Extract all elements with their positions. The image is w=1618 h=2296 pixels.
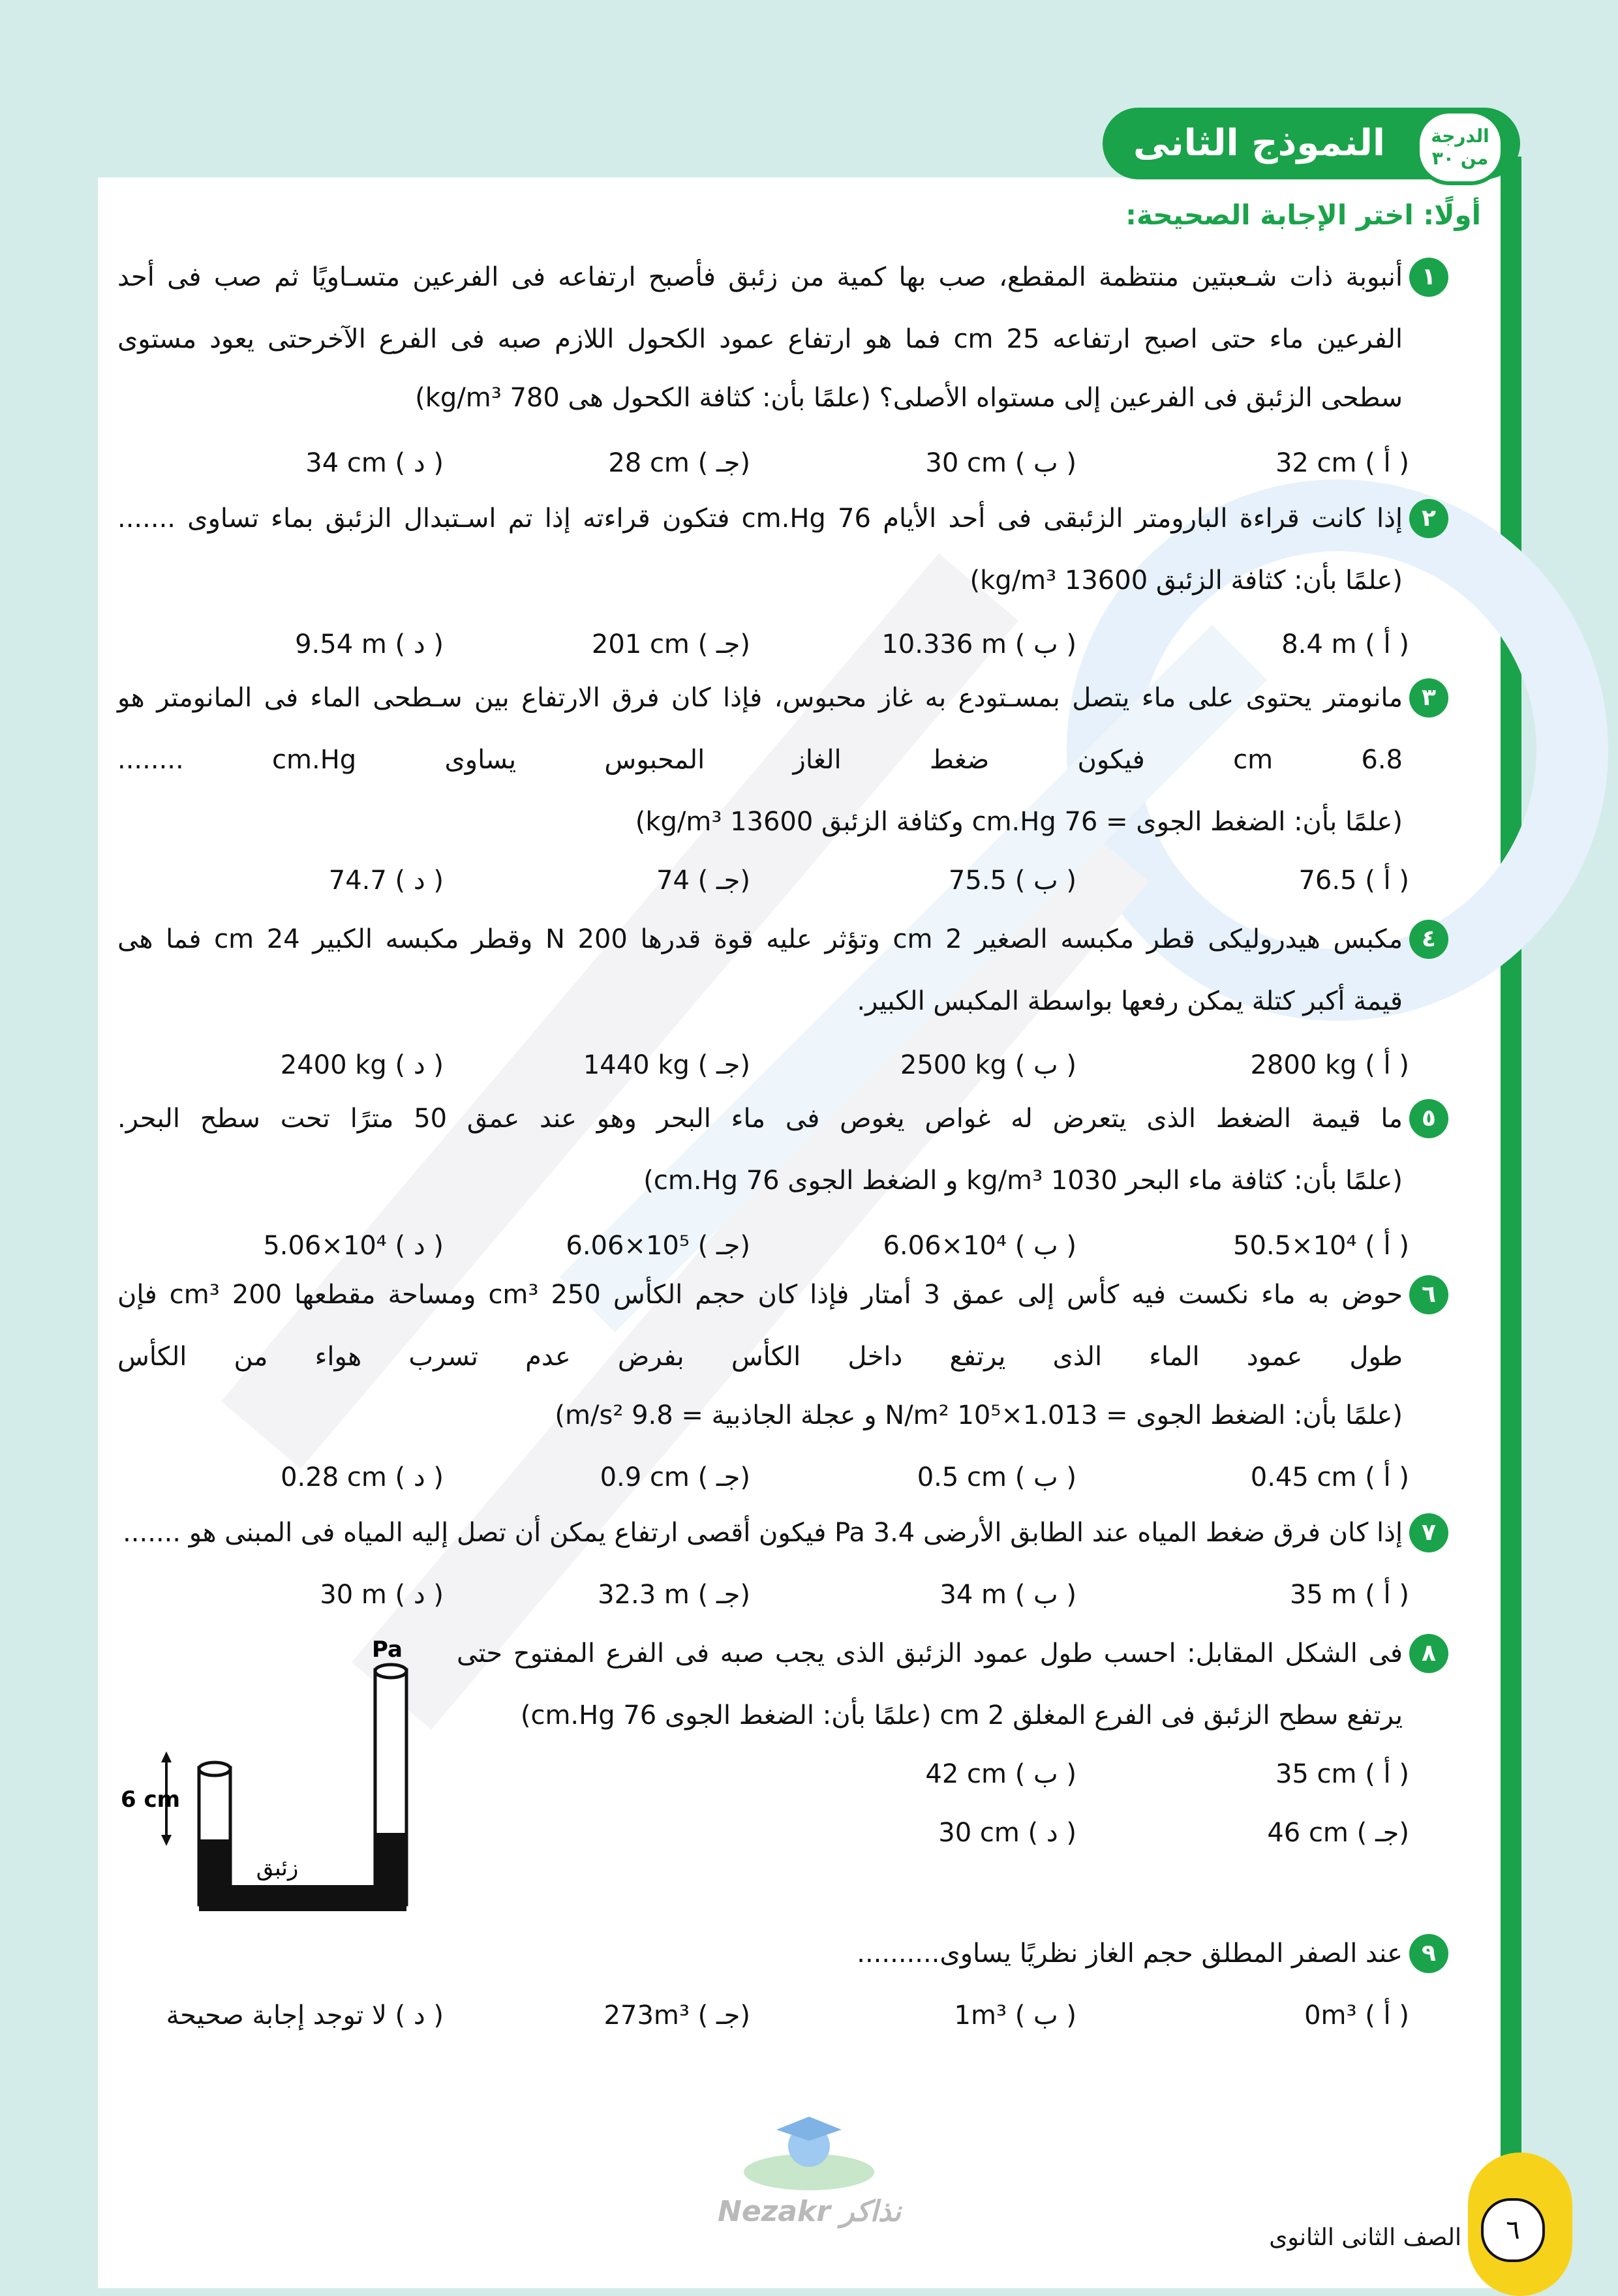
- answer-option[interactable]: [1290, 1575, 1409, 1614]
- mercury-fill: [199, 1833, 406, 1911]
- option-letter: ( أ ): [1365, 1759, 1409, 1789]
- option-value: 32 cm: [1275, 448, 1357, 478]
- option-letter: (جـ ): [1356, 1818, 1409, 1848]
- answer-option[interactable]: [600, 1458, 750, 1497]
- question-text-line: إذا كانت قراءة البارومتر الزئبقى فى أحد الأيام 76 cm.Hg فتكون قراءته إذا تم اسـتبدال الزئبق بماء تساوى .......: [117, 504, 1403, 534]
- question-text-line: (علمًا بأن: الضغط الجوى = 1.013×10⁵ N/m² و عجلة الجاذبية = 9.8 m/s²): [555, 1400, 1403, 1430]
- option-letter: (جـ ): [697, 1462, 750, 1492]
- question-text-line: حوض به ماء نكست فيه كأس إلى عمق 3 أمتار فإذا كان حجم الكأس 250 cm³ ومساحة مقطعها 200 cm³ فإن: [117, 1280, 1403, 1310]
- answer-option[interactable]: [281, 1046, 444, 1085]
- question-text-line: طول عمود الماء الذى يرتفع داخل الكأس بفرض عدم تسرب هواء من الكأس: [117, 1342, 1403, 1372]
- answer-option[interactable]: [900, 1046, 1076, 1085]
- option-letter: ( ب ): [1015, 1231, 1076, 1261]
- answer-option[interactable]: [1267, 1813, 1409, 1852]
- answer-option[interactable]: [166, 1996, 444, 2035]
- question-number: ٩: [1409, 1934, 1448, 1973]
- question-text-line: 6.8 cm فيكون ضغط الغاز المحبوس يساوى cm.Hg ........: [117, 745, 1403, 775]
- logo-text: Nezakr نذاكر: [718, 2195, 902, 2228]
- answer-option[interactable]: [1281, 625, 1409, 664]
- option-letter: ( ب ): [1015, 1050, 1076, 1080]
- question-number: ٦: [1409, 1275, 1448, 1314]
- question-text-line: قيمة أكبر كتلة يمكن رفعها بواسطة المكبس الكبير.: [857, 986, 1403, 1016]
- option-value: 76.5: [1298, 866, 1357, 896]
- u-tube-diagram: [111, 1624, 418, 1924]
- option-letter: ( أ ): [1365, 629, 1409, 659]
- question-number: ٥: [1409, 1099, 1448, 1138]
- option-value: 30 cm: [938, 1818, 1020, 1848]
- answer-option[interactable]: [954, 1996, 1076, 2035]
- option-value: 74.7: [328, 866, 387, 896]
- option-letter: ( أ ): [1365, 1580, 1409, 1610]
- option-letter: (جـ ): [697, 1580, 750, 1610]
- section-title: أولًا: اختر الإجابة الصحيحة:: [1125, 199, 1481, 231]
- answer-option[interactable]: [592, 625, 750, 664]
- answer-option[interactable]: [305, 444, 444, 483]
- option-letter: (جـ ): [697, 2001, 750, 2031]
- option-value: 0.45 cm: [1250, 1462, 1357, 1492]
- footer-grade: الصف الثانى الثانوى: [1269, 2224, 1461, 2251]
- closed-tube-top: [199, 1762, 230, 1775]
- option-value: 32.3 m: [598, 1580, 690, 1610]
- option-letter: (جـ ): [697, 448, 750, 478]
- option-value: 0.5 cm: [917, 1462, 1007, 1492]
- option-value: 6.06×10⁴: [883, 1231, 1007, 1261]
- option-value: 74: [656, 866, 690, 896]
- page-title: النموذج الثانى: [1133, 122, 1386, 164]
- answer-option[interactable]: [566, 1226, 750, 1265]
- question-number: ١: [1409, 258, 1448, 297]
- answer-option[interactable]: [329, 861, 444, 900]
- answer-option[interactable]: [598, 1575, 750, 1614]
- option-value: 34 cm: [305, 448, 387, 478]
- answer-option[interactable]: [939, 1575, 1076, 1614]
- question-text-line: الفرعين ماء حتى اصبح ارتفاعه 25 cm فما هو ارتفاع عمود الكحول اللازم صبه فى الفرع الآخرحتى يعود مستوى: [117, 324, 1403, 354]
- question-number: ٤: [1409, 920, 1448, 959]
- option-value: 46 cm: [1267, 1818, 1349, 1848]
- option-value: 35 m: [1289, 1580, 1357, 1610]
- option-letter: ( أ ): [1365, 1231, 1409, 1261]
- option-value: 1m³: [954, 2001, 1007, 2031]
- option-value: 273m³: [603, 2001, 690, 2031]
- option-value: 10.336 m: [881, 629, 1007, 659]
- answer-option[interactable]: [583, 1046, 750, 1085]
- option-letter: (جـ ): [697, 1231, 750, 1261]
- option-letter: (جـ ): [697, 1050, 750, 1080]
- question-text-line: يرتفع سطح الزئبق فى الفرع المغلق 2 cm (علمًا بأن: الضغط الجوى 76 cm.Hg): [520, 1700, 1403, 1730]
- answer-option[interactable]: [320, 1575, 444, 1614]
- option-letter: ( ب ): [1015, 2001, 1076, 2031]
- option-value: 2400 kg: [280, 1050, 387, 1080]
- option-value: 0.9 cm: [600, 1462, 690, 1492]
- option-value: 2500 kg: [900, 1050, 1007, 1080]
- option-letter: (جـ ): [697, 866, 750, 896]
- answer-option[interactable]: [1250, 1046, 1409, 1085]
- option-letter: ( أ ): [1365, 866, 1409, 896]
- answer-option[interactable]: [608, 444, 750, 483]
- option-letter: ( أ ): [1365, 2001, 1409, 2031]
- option-value: 0.28 cm: [281, 1462, 387, 1492]
- option-letter: ( د ): [395, 2001, 444, 2031]
- option-value: لا توجد إجابة صحيحة: [166, 2001, 387, 2031]
- answer-option[interactable]: [938, 1813, 1076, 1852]
- option-letter: ( ب ): [1015, 866, 1076, 896]
- option-value: 75.5: [948, 866, 1007, 896]
- question-number: ٣: [1409, 678, 1448, 718]
- option-letter: ( د ): [395, 1050, 444, 1080]
- question-text-line: (علمًا بأن: الضغط الجوى = 76 cm.Hg وكثافة الزئبق 13600 kg/m³): [635, 807, 1403, 837]
- height-label: 6 cm: [121, 1787, 181, 1813]
- option-letter: ( ب ): [1015, 1759, 1076, 1789]
- pa-label: Pa: [372, 1637, 403, 1663]
- option-letter: ( د ): [395, 629, 444, 659]
- question-number: ٧: [1409, 1513, 1448, 1552]
- answer-option[interactable]: [1251, 1458, 1409, 1497]
- option-value: 28 cm: [608, 448, 690, 478]
- question-text-line: (علمًا بأن: كثافة ماء البحر 1030 kg/m³ و الضغط الجوى 76 cm.Hg): [643, 1166, 1403, 1196]
- option-letter: ( د ): [395, 448, 444, 478]
- question-text-line: عند الصفر المطلق حجم الغاز نظريًا يساوى..........: [857, 1939, 1403, 1969]
- option-letter: ( ب ): [1015, 1462, 1076, 1492]
- option-value: 1440 kg: [583, 1050, 690, 1080]
- answer-option[interactable]: [656, 861, 750, 900]
- option-value: 9.54 m: [295, 629, 387, 659]
- option-letter: ( د ): [395, 1231, 444, 1261]
- question-text-line: فى الشكل المقابل: احسب طول عمود الزئبق الذى يجب صبه فى الفرع المفتوح حتى: [457, 1639, 1403, 1669]
- option-value: 6.06×10⁵: [566, 1231, 690, 1261]
- option-letter: ( أ ): [1365, 448, 1409, 478]
- answer-option[interactable]: [1298, 861, 1409, 900]
- answer-option[interactable]: [925, 1755, 1076, 1794]
- answer-option[interactable]: [295, 625, 444, 664]
- answer-option[interactable]: [949, 861, 1076, 900]
- question-text-line: مكبس هيدروليكى قطر مكبسه الصغير 2 cm وتؤثر عليه قوة قدرها 200 N وقطر مكبسه الكبير 24 cm فما هى: [117, 924, 1403, 954]
- option-value: 5.06×10⁴: [263, 1231, 387, 1261]
- option-value: 30 m: [320, 1580, 387, 1610]
- option-letter: (جـ ): [697, 629, 750, 659]
- answer-option[interactable]: [263, 1226, 444, 1265]
- answer-option[interactable]: [883, 1226, 1076, 1265]
- option-value: 2800 kg: [1250, 1050, 1357, 1080]
- answer-option[interactable]: [1304, 1996, 1409, 2035]
- answer-option[interactable]: [881, 625, 1076, 664]
- question-number: ٢: [1409, 499, 1448, 538]
- answer-option[interactable]: [281, 1458, 444, 1497]
- grade-label: الدرجة: [1431, 125, 1489, 147]
- option-letter: ( ب ): [1015, 448, 1076, 478]
- option-letter: ( أ ): [1365, 1050, 1409, 1080]
- question-text-line: سطحى الزئبق فى الفرعين إلى مستواه الأصلى؟ (علمًا بأن: كثافة الكحول هى 780 kg/m³): [415, 383, 1403, 413]
- question-text-line: أنبوبة ذات شـعبتين منتظمة المقطع، صب بها كمية من زئبق فأصبح ارتفاعه فى الفرعين متسـاويًا ثم صب فى أحد: [117, 262, 1403, 292]
- option-value: 30 cm: [925, 448, 1007, 478]
- question-text-line: ما قيمة الضغط الذى يتعرض له غواص يغوص فى ماء البحر وهو عند عمق 50 مترًا تحت سطح البحر.: [117, 1104, 1403, 1134]
- answer-option[interactable]: [1275, 444, 1409, 483]
- answer-option[interactable]: [917, 1458, 1076, 1497]
- question-text-line: إذا كان فرق ضغط المياه عند الطابق الأرضى 3.4 Pa فيكون أقصى ارتفاع يمكن أن تصل إليه المياه فى المبنى هو .......: [123, 1518, 1403, 1548]
- answer-option[interactable]: [1275, 1755, 1409, 1794]
- option-letter: ( ب ): [1015, 1580, 1076, 1610]
- option-value: 0m³: [1304, 2001, 1357, 2031]
- option-value: 34 m: [939, 1580, 1007, 1610]
- option-letter: ( د ): [1028, 1818, 1076, 1848]
- option-value: 42 cm: [925, 1759, 1007, 1789]
- option-value: 201 cm: [591, 629, 690, 659]
- page-number: ٦: [1481, 2198, 1545, 2262]
- option-value: 35 cm: [1275, 1759, 1357, 1789]
- option-letter: ( أ ): [1365, 1462, 1409, 1492]
- question-text-line: مانومتر يحتوى على ماء يتصل بمسـتودع به غاز محبوس، فإذا كان فرق الارتفاع بين سـطحى الماء فى المانومتر هو: [117, 683, 1403, 713]
- option-value: 8.4 m: [1281, 629, 1357, 659]
- answer-option[interactable]: [925, 444, 1076, 483]
- answer-option[interactable]: [1233, 1226, 1409, 1265]
- option-letter: ( د ): [395, 866, 444, 896]
- open-tube-top: [375, 1665, 406, 1678]
- option-letter: ( د ): [395, 1462, 444, 1492]
- answer-option[interactable]: [604, 1996, 750, 2035]
- grade-value: من ٣٠: [1431, 147, 1489, 169]
- mercury-label: زئبق: [256, 1855, 299, 1881]
- option-value: 50.5×10⁴: [1233, 1231, 1357, 1261]
- option-letter: ( د ): [395, 1580, 444, 1610]
- question-text-line: (علمًا بأن: كثافة الزئبق 13600 kg/m³): [969, 566, 1403, 596]
- question-number: ٨: [1409, 1634, 1448, 1673]
- option-letter: ( ب ): [1015, 629, 1076, 659]
